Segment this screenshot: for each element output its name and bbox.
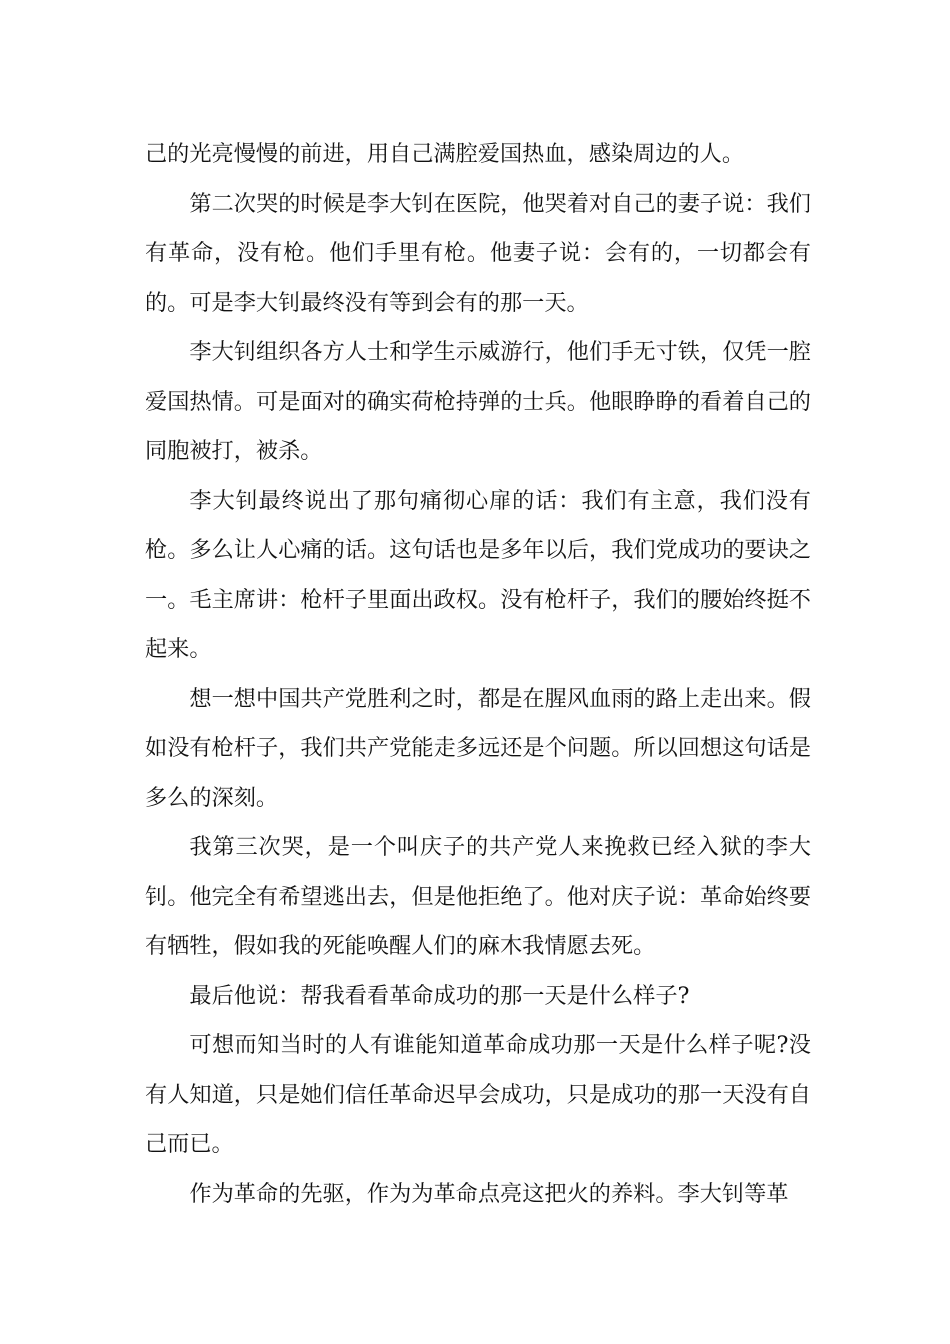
paragraph: 可想而知当时的人有谁能知道革命成功那一天是什么样子呢?没有人知道，只是她们信任革命迟早会成功，只是成功的那一天没有自己而已。 — [145, 1032, 811, 1157]
paragraph-truncated: 作为革命的先驱，作为为革命点亮这把火的养料。李大钊等革 — [189, 1180, 789, 1207]
paragraph-continued: 己的光亮慢慢的前进，用自己满腔爱国热血，感染周边的人。 — [145, 141, 745, 167]
paragraph: 我第三次哭，是一个叫庆子的共产党人来挽救已经入狱的李大钊。他完全有希望逃出去，但是他拒绝了。他对庆子说：革命始终要有牺牲，假如我的死能唤醒人们的麻木我情愿去死。 — [145, 834, 811, 959]
paragraph: 第二次哭的时候是李大钊在医院，他哭着对自己的妻子说：我们有革命，没有枪。他们手里有枪。他妻子说：会有的，一切都会有的。可是李大钊最终没有等到会有的那一天。 — [145, 190, 811, 316]
paragraph: 最后他说：帮我看看革命成功的那一天是什么样子? — [189, 982, 690, 1009]
body-text — [145, 130, 811, 1219]
paragraph: 李大钊最终说出了那句痛彻心扉的话：我们有主意，我们没有枪。多么让人心痛的话。这句话也是多年以后，我们党成功的要诀之一。毛主席讲：枪杆子里面出政权。没有枪杆子，我们的腰始终挺不起来。 — [145, 487, 811, 662]
paragraph: 想一想中国共产党胜利之时，都是在腥风血雨的路上走出来。假如没有枪杆子，我们共产党能走多远还是个问题。所以回想这句话是多么的深刻。 — [145, 685, 811, 811]
paragraph: 李大钊组织各方人士和学生示威游行，他们手无寸铁，仅凭一腔爱国热情。可是面对的确实荷枪持弹的士兵。他眼睁睁的看着自己的同胞被打，被杀。 — [145, 339, 811, 464]
